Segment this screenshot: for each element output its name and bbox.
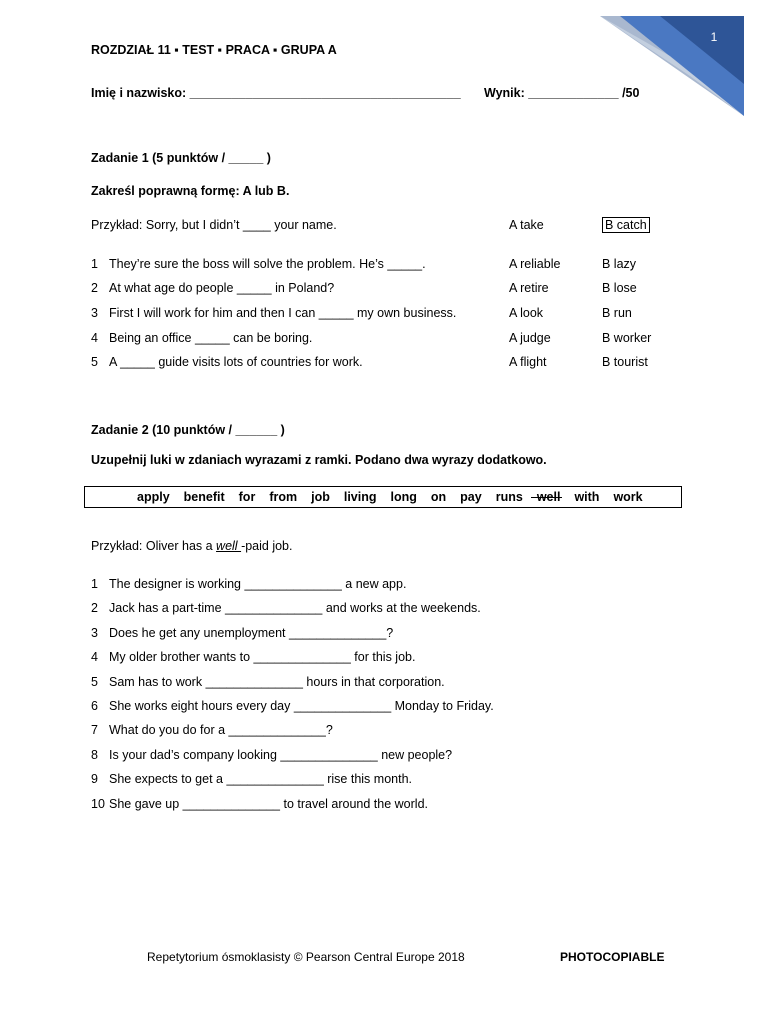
item-text: The designer is working ______________ a new app. [109, 577, 407, 591]
example-prefix: Przykład: Oliver has a [91, 539, 217, 553]
item-number: 6 [91, 699, 98, 713]
task1-option-b[interactable]: B worker [602, 331, 652, 345]
task1-option-b[interactable]: B lazy [602, 257, 637, 271]
item-text: She expects to get a ______________ rise this month. [109, 772, 412, 786]
item-number: 7 [91, 723, 98, 737]
item-number: 5 [91, 675, 98, 689]
task1-title: Zadanie 1 (5 punktów / _____ ) [91, 151, 271, 165]
task1-option-a[interactable]: A retire [509, 281, 549, 295]
word-bank-item-crossed-out: well [536, 490, 561, 504]
item-text: Does he get any unemployment ______________? [109, 626, 394, 640]
task2-item [91, 675, 445, 689]
task1-option-b[interactable]: B tourist [602, 355, 648, 369]
word-bank-item: pay [460, 490, 482, 504]
task2-title: Zadanie 2 (10 punktów / ______ ) [91, 423, 285, 437]
word-bank-item: runs [495, 490, 523, 504]
task2-item [91, 626, 393, 640]
word-bank-item: with [574, 490, 600, 504]
word-bank-item: benefit [183, 490, 225, 504]
task1-item [91, 281, 334, 295]
item-number: 5 [91, 355, 98, 369]
item-text: Jack has a part-time ______________ and works at the weekends. [109, 601, 481, 615]
word-bank-item: from [269, 490, 298, 504]
page-number: 1 [710, 30, 718, 44]
item-text: Sam has to work ______________ hours in that corporation. [109, 675, 445, 689]
task2-item [91, 650, 415, 664]
task2-item [91, 699, 494, 713]
item-text: My older brother wants to ______________ for this job. [109, 650, 416, 664]
task1-option-a[interactable]: A judge [509, 331, 551, 345]
word-bank-item: job [311, 490, 330, 504]
task1-option-a[interactable]: A look [509, 306, 544, 320]
item-number: 1 [91, 257, 98, 271]
task2-item [91, 797, 428, 811]
word-bank-item: work [613, 490, 643, 504]
item-number: 3 [91, 306, 98, 320]
example-answer: well [216, 539, 242, 553]
task1-item [91, 306, 456, 320]
item-number: 4 [91, 331, 98, 345]
item-number: 2 [91, 601, 98, 615]
word-bank-item: for [238, 490, 256, 504]
item-text: Being an office _____ can be boring. [109, 331, 313, 345]
item-number: 2 [91, 281, 98, 295]
task1-option-b[interactable]: B run [602, 306, 632, 320]
task2-item [91, 748, 452, 762]
task1-instruction: Zakreśl poprawną formę: A lub B. [91, 184, 290, 198]
item-text: She gave up ______________ to travel around the world. [109, 797, 428, 811]
footer-photocopiable-label: PHOTOCOPIABLE [560, 950, 665, 964]
item-text: A _____ guide visits lots of countries for work. [109, 355, 363, 369]
task2-item [91, 601, 481, 615]
task1-option-a[interactable]: A reliable [509, 257, 561, 271]
task1-example-option-a: A take [509, 218, 544, 232]
item-text: They’re sure the boss will solve the problem. He’s _____. [109, 257, 426, 271]
task2-instruction: Uzupełnij luki w zdaniach wyrazami z ramki. Podano dwa wyrazy dodatkowo. [91, 453, 547, 467]
task1-item [91, 331, 312, 345]
item-number: 1 [91, 577, 98, 591]
task1-example-text: Przykład: Sorry, but I didn’t ____ your name. [91, 218, 337, 232]
example-suffix: -paid job. [241, 539, 293, 553]
task1-option-a[interactable]: A flight [509, 355, 547, 369]
item-number: 4 [91, 650, 98, 664]
item-text: She works eight hours every day ______________ Monday to Friday. [109, 699, 494, 713]
item-text: First I will work for him and then I can _____ my own business. [109, 306, 457, 320]
task1-item [91, 355, 363, 369]
task1-option-b[interactable]: B lose [602, 281, 637, 295]
item-number: 10 [91, 797, 105, 811]
word-bank-item: apply [137, 490, 170, 504]
score-field-label: Wynik: _____________ /50 [484, 86, 640, 100]
task1-item [91, 257, 426, 271]
item-text: At what age do people _____ in Poland? [109, 281, 335, 295]
footer-copyright: Repetytorium ósmoklasisty © Pearson Central Europe 2018 [147, 950, 465, 964]
task1-example-option-b-circled: B catch [602, 217, 650, 233]
word-bank-item: living [343, 490, 377, 504]
word-bank-item: on [430, 490, 447, 504]
task2-example [91, 539, 293, 553]
page-title: ROZDZIAŁ 11 ▪ TEST ▪ PRACA ▪ GRUPA A [91, 43, 337, 57]
item-number: 9 [91, 772, 98, 786]
item-number: 8 [91, 748, 98, 762]
task2-item [91, 723, 333, 737]
task2-item [91, 772, 412, 786]
word-bank-box [84, 486, 682, 508]
item-number: 3 [91, 626, 98, 640]
word-bank-item: long [390, 490, 417, 504]
task2-item [91, 577, 406, 591]
item-text: What do you do for a ______________? [109, 723, 333, 737]
item-text: Is your dad’s company looking ______________ new people? [109, 748, 453, 762]
name-field-label: Imię i nazwisko: _______________________________________ [91, 86, 461, 100]
